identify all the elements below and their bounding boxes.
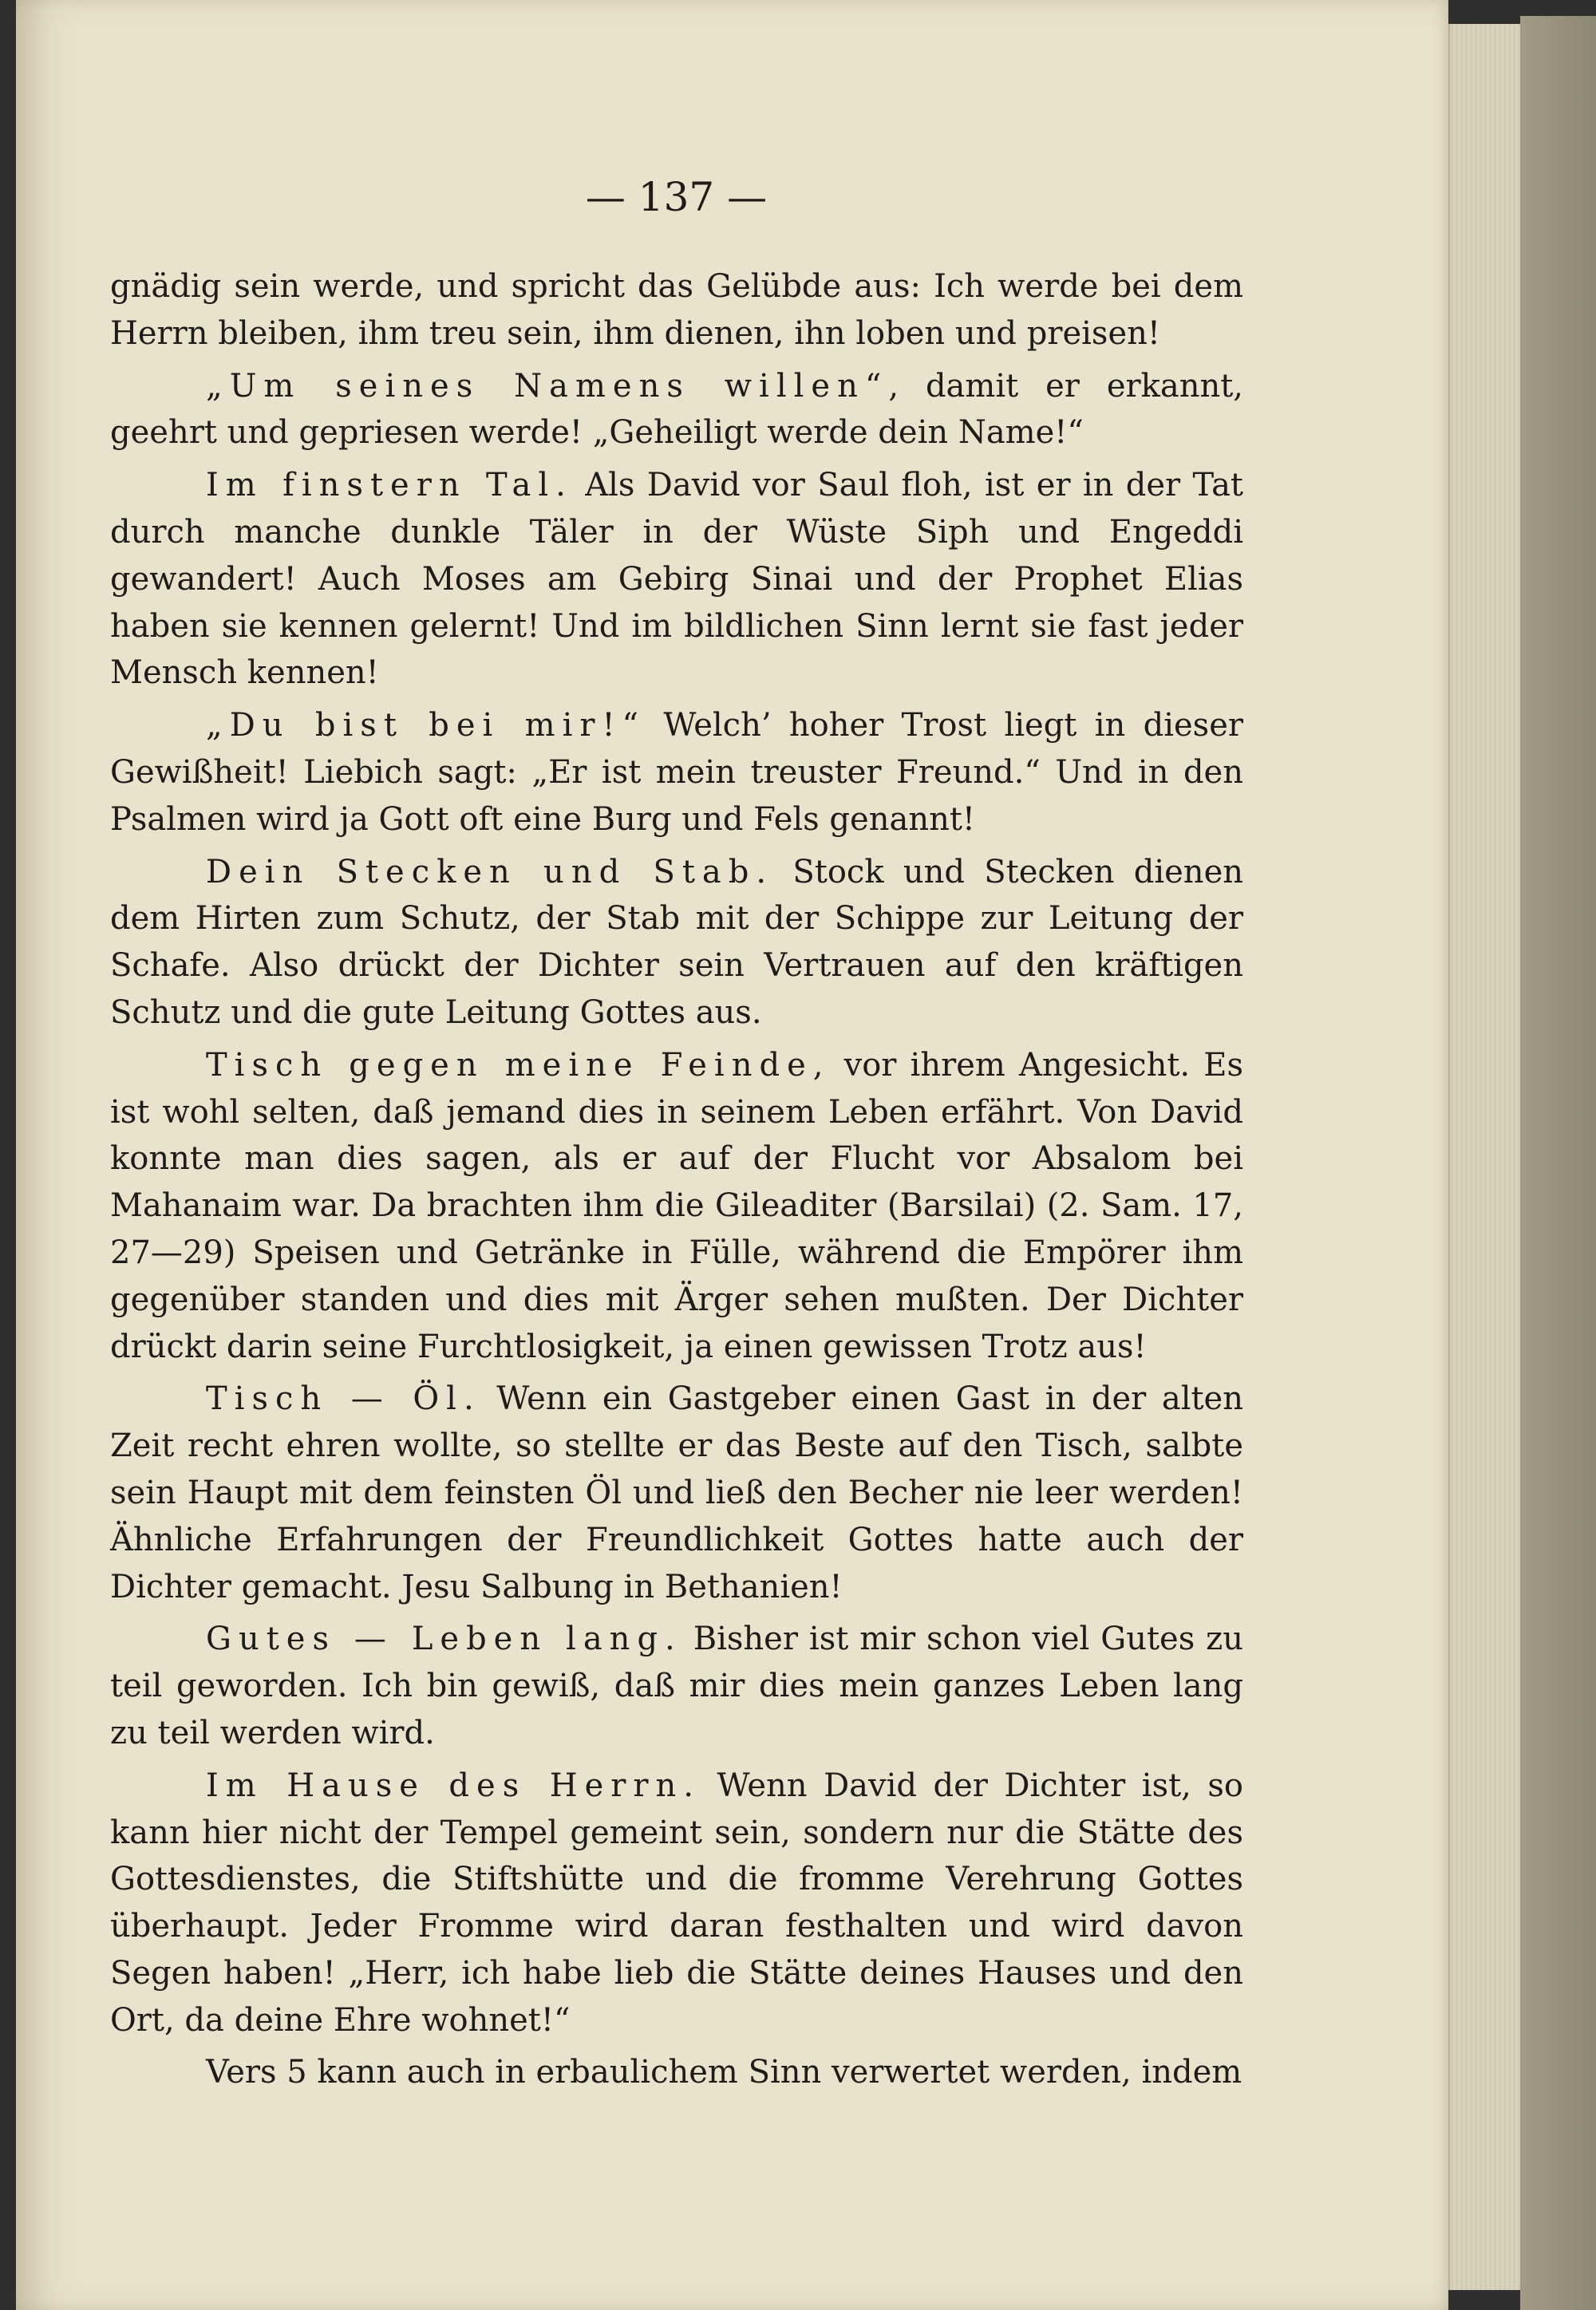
- spaced-heading: Tisch gegen meine Feinde,: [206, 1046, 831, 1084]
- paragraph: [110, 1376, 1243, 1610]
- paragraph: [110, 849, 1243, 1037]
- paragraph-text: Stock und Stecken dienen dem Hirten zum Schutz, der Stab mit der Schippe zur Leitung der Schafe. Also drückt der Dichter sein Vertrauen auf den kräftigen Schutz und die gute Leitung Gottes aus.: [110, 853, 1243, 1031]
- paragraph: [110, 1042, 1243, 1371]
- spaced-heading: „Du bist bei mir!“: [206, 707, 646, 744]
- book-page: [16, 0, 1448, 2310]
- paragraph: [110, 263, 1243, 357]
- spaced-heading: Tisch — Öl.: [206, 1380, 481, 1418]
- spaced-heading: Im finstern Tal.: [206, 467, 573, 504]
- paragraph-text: Vers 5 kann auch in erbaulichem Sinn verwertet werden, indem: [206, 2054, 1242, 2091]
- spaced-heading: „Um seines Namens willen“: [206, 367, 889, 405]
- paragraph-text: Wenn David der Dichter ist, so kann hier nicht der Tempel gemeint sein, sondern nur die Stätte des Gottesdienstes, die Stiftshütte und die fromme Verehrung Gottes überhaupt. Jeder Fromme wird daran festhalten und wird davon Segen haben! „Herr, ich habe lieb die Stätte deines Hauses und den Ort, da deine Ehre wohnet!“: [110, 1767, 1243, 2039]
- paragraph-text: vor ihrem Angesicht. Es ist wohl selten, daß jemand dies in seinem Leben erfährt. Von David konnte man dies sagen, als er auf der Flucht vor Absalom bei Mahanaim war. Da brachten ihm die Gileaditer (Barsilai) (2. Sam. 17, 27—29) Speisen und Getränke in Fülle, während die Empörer ihm gegenüber standen und dies mit Ärger sehen mußten. Der Dichter drückt darin seine Furchtlosigkeit, ja einen gewissen Trotz aus!: [110, 1046, 1243, 1365]
- paragraph: [110, 1616, 1243, 1756]
- paragraph: [110, 2049, 1243, 2096]
- spaced-heading: Im Hause des Herrn.: [206, 1767, 701, 1804]
- paragraph: [110, 363, 1243, 457]
- paragraph-text: gnädig sein werde, und spricht das Gelübde aus: Ich werde bei dem Herrn bleiben, ihm treu sein, ihm dienen, ihn loben und preisen!: [110, 268, 1243, 352]
- spaced-heading: Dein Stecken und Stab.: [206, 853, 774, 890]
- book-cover-edge: [1520, 16, 1596, 2310]
- paragraph-text: Als David vor Saul floh, ist er in der Tat durch manche dunkle Täler in der Wüste Siph und Engeddi gewandert! Auch Moses am Gebirg Sinai und der Prophet Elias haben sie kennen gelernt! Und im bildlichen Sinn lernt sie fast jeder Mensch kennen!: [110, 467, 1244, 692]
- paragraph: [110, 462, 1243, 697]
- page-edges: [1448, 24, 1522, 2290]
- paragraph-text: Bisher ist mir schon viel Gutes zu teil geworden. Ich bin gewiß, daß mir dies mein ganzes Leben lang zu teil werden wird.: [110, 1621, 1243, 1751]
- paragraph-text: Welch’ hoher Trost liegt in dieser Gewißheit! Liebich sagt: „Er ist mein treuster Freund.“ Und in den Psalmen wird ja Gott oft eine Burg und Fels genannt!: [110, 707, 1244, 838]
- body-text: [110, 263, 1243, 2102]
- paragraph-text: Wenn ein Gastgeber einen Gast in der alten Zeit recht ehren wollte, so stellte er das Beste auf den Tisch, salbte sein Haupt mit dem feinsten Öl und ließ den Becher nie leer werden! Ähnliche Erfahrungen der Freundlichkeit Gottes hatte auch der Dichter gemacht. Jesu Salbung in Bethanien!: [110, 1380, 1243, 1605]
- spaced-heading: Gutes — Leben lang.: [206, 1621, 682, 1658]
- paragraph-text: , damit er erkannt, geehrt und gepriesen werde! „Geheiligt werde dein Name!“: [110, 367, 1244, 452]
- page-number: — 137 —: [585, 174, 768, 220]
- paragraph: [110, 1763, 1243, 2044]
- paragraph: [110, 702, 1243, 843]
